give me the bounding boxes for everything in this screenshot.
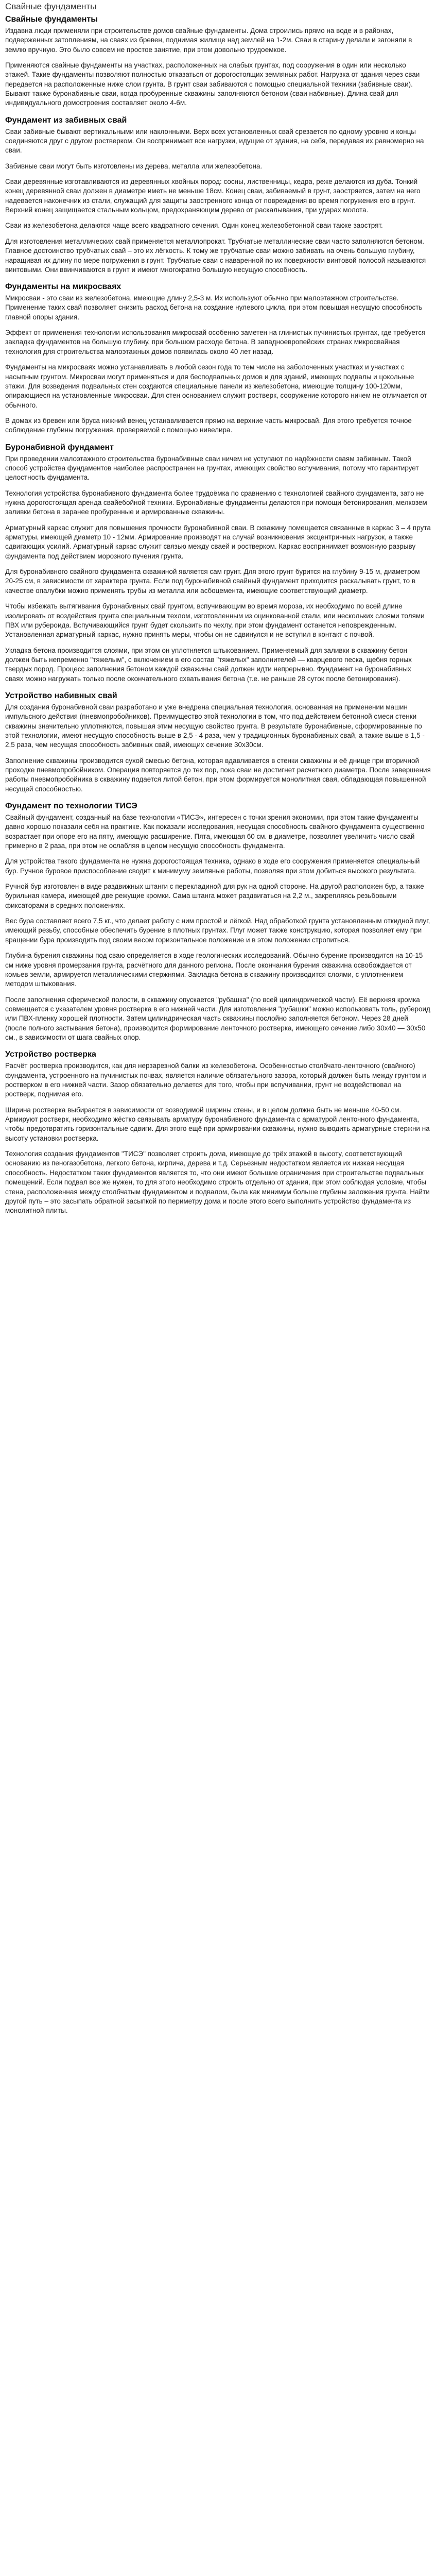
paragraph: Микросваи - это сваи из железобетона, имеющие длину 2,5-3 м. Их используют обычно при малоэтажном строительстве. Применение таких свай позволяет снизить расход бетона на создание нулевого цикла, при этом повышая несущую способность главной опоры здания. [5,294,423,321]
paragraph: Сваи деревянные изготавливаются из деревянных хвойных пород: сосны, лиственницы, кедра, реже делаются из дуба. Тонкий конец деревянной сваи должен в диаметре иметь не меньше 18см. Конец сваи, забиваемый в грунт, заостряется, затем на него надевается наконечник из стали, служащий для защиты заостренного конца от повреждения во время погружения его в грунт. Верхний конец защищается стальным кольцом, предохраняющим дерево от раскалывания, при ударах молота. [5,178,421,214]
paragraph: Эффект от применения технологии использования микросвай особенно заметен на глинистых пучинистых грунтах, где требуется закладка фундаментов на большую глубину, при большом расходе бетона. В западноевропейских странах микросвайная технология для строительства малоэтажных домов появилась около 40 лет назад. [5,329,426,355]
section-heading: Фундамент по технологии ТИСЭ [5,802,137,811]
paragraph: Чтобы избежать вытягивания буронабивных свай грунтом, вспучивающим во время мороза, их необходимо по всей длине изолировать от воздействия грунта специальным техлом, изготовленным из оцинкованной стали, или нескольких слоями толями ПВХ или рубероида. Вспучивающийся грунт будет скользить по чехлу, при этом фундамент останется неповрежденным. Установленная арматурный каркас, нужно принять меры, чтобы он не сдвинулся и не вступил в контакт с почвой. [5,602,425,639]
section-heading: Буронабивной фундамент [5,443,114,452]
paragraph: Свайный фундамент, созданный на базе технологии «ТИСЭ», интересен с точки зрения экономии, при этом такие фундаменты давно хорошо показали себя на практике. Как показали исследования, несущая способность свайного фундамента существенно возрастает при опоре его на пяту, имеющую расширение. Пята, имеющая 60 см. в диаметре, позволяет увеличить число свай примерно в 2 раза, при этом не ослабляя в целом несущую способность фундамента. [5,813,425,850]
paragraph: Для изготовления металлических свай применяется металлопрокат. Трубчатые металлические сваи часто заполняются бетоном. Главное достоинство трубчатых свай – это их лёгкость. К тому же трубчатые сваи можно забивать на очень большую глубину, наращивая их длину по мере погружения в грунт. Трубчатые сваи с наваренной по их поверхности винтовой полосой называются винтовыми. Они ввинчиваются в грунт и имеют многократно большую несущую способность. [5,237,426,274]
paragraph: Для устройства такого фундамента не нужна дорогостоящая техника, однако в ходе его сооружения применяется специальный бур. Ручное буровое приспособление сводит к минимуму земляные работы, позволяя при этом добиться высокого результата. [5,857,420,875]
paragraph: Сваи из железобетона делаются чаще всего квадратного сечения. Один конец железобетонной сваи также заострят. [5,222,383,230]
paragraph: Фундаменты на микросваях можно устанавливать в любой сезон года то тем числе на заболоченных участках и участках с насыпным грунтом. Микросваи могут применяться и для бесподвальных домов и для зданий, имеющих подвалы и цокольные этажи. Для возведения подвальных стен создаются специальные панели из железобетона, имеющие толщину 100-120мм, опирающиеся на установленные микросваи. Для стен основанием служит ростверк, сооружение которого ничем не отличается от обычного. [5,363,427,409]
article [5,0,431,1232]
paragraph: Для буронабивного свайного фундамента скважиной является сам грунт. Для этого грунт бурится на глубину 9-15 м, диаметром 20-25 см, в зависимости от характера грунта. Если под буронабивной свайный фундамент приходится раскалывать грунт, то в качестве опалубки можно применять трубы из металла или асбоцемента, имеющие соответствующий диаметр. [5,568,420,595]
paragraph: Применяются свайные фундаменты на участках, расположенных на слабых грунтах, под сооружения в один или несколько этажей. Такие фундаменты позволяют полностью отказаться от дорогостоящих земляных работ. Нагрузка от здания через сваи передается на расположенные ниже слои грунта. В грунт сваи забиваются с помощью специальной техники (забивные сваи). Бывают также буронабивные сваи, когда пробуренные скважины заполняются бетоном (сваи набивные). Длина свай для индивидуального домостроения составляет около 4-6м. [5,61,420,107]
paragraph: Сваи забивные бывают вертикальными или наклонными. Верх всех установленных свай срезается по одному уровню и концы соединяются друг с другом ростверком. Он воспринимает все нагрузки, идущие от здания, на себя, передавая их равномерно на сваи. [5,127,424,155]
paragraph: Издавна люди применяли при строительстве домов свайные фундаменты. Дома строились прямо на воде и в районах, подверженных затоплениям, на сваях из бревен, поднимая жилище над землей на 1-2м. Сваи в старину делали и загоняли в землю вручную. Это было совсем не простое занятие, при этом довольно трудоемкое. [5,26,412,54]
paragraph: Вес бура составляет всего 7,5 кг., что делает работу с ним простой и лёгкой. Над обработкой грунта установленным откидной плуг, имеющий резьбу, способные обеспечить бурение в плотных грунтах. Плуг может также конструкцию, которая позволяет ему при вращении бура производить под своим весом горизонтальное положение и в этом положении стропиться. [5,917,430,944]
section-heading: Фундамент из забивных свай [5,115,127,125]
paragraph: В домах из бревен или бруса нижний венец устанавливается прямо на верхние часть микросвай. Для этого требуется точное соблюдение глубины погружения, проверяемой с помощью нивелира. [5,416,412,434]
paragraph: Ширина ростверка выбирается в зависимости от возводимой ширины стены, и в целом должна быть не меньше 40-50 см. Армируют ростверк, необходимо жёстко связывать арматуру буронабивного фундамента с арматурой ленточного фундамента, чтобы предотвратить горизонтальные сдвиги. Для этого ещё при армировании скважины, нужно выводить арматурные стержни на высоту установки ростверка. [5,1106,430,1142]
paragraph: При проведении малоэтажного строительства буронабивные сваи ничем не уступают по надёжности сваям забивным. Такой способ устройства фундаментов наиболее распространен на грунтах, имеющих свойство вспучивания, потому что гарантирует целостность фундамента. [5,454,419,482]
section-heading: Свайные фундаменты [5,15,98,24]
paragraph: Укладка бетона производится слоями, при этом он уплотняется штыкованием. Применяемый для заливки в скважину бетон должен быть непременно "тяжелым", с включением в его состав "тяжелых" заполнителей — кварцевого песка, щебня горных твердых пород. Процесс заполнения бетоном каждой скважины свай должен идти непрерывно. Фундамент на буронабивных сваях можно нагружать только после окончательного схватывания бетона (т.е. не раньше 28 суток после бетонирования). [5,646,412,683]
paragraph: Расчёт ростверка производится, как для нерзарезной балки из железобетона. Особенностью столбчато-ленточного (свайного) фундамента, устроенного на пучинистых почвах, является наличие обязательного зазора, который должен быть между грунтом и ростверком в его нижней части. Зазор обязательно делается для того, чтобы при вспучивании, грунт не воздействовал на ростверк, поднимая его. [5,1062,426,1098]
paragraph: Ручной бур изготовлен в виде раздвижных штанги с перекладиной для рук на одной стороне. На другой расположен бур, а также бурильная камера, имеющей две режущие кромки. Сама штанга может раздвигаться на 2,2 м., закрепляясь резьбовыми фиксаторами в средних положениях. [5,883,424,909]
section-heading: Устройство ростверка [5,1050,96,1059]
paragraph: Глубина бурения скважины под сваю определяется в ходе геологических исследований. Обычно бурение производится на 10-15 см ниже уровня промерзания грунта, расчётного для данного региона. После окончания бурения скважина освобождается от комьев земли, армируется металлическими стержнями. Закладка бетона в скважину производится слоями, с уплотнением методом штыкования. [5,952,423,988]
page-title: Свайные фундаменты [5,2,97,11]
section-heading: Фундаменты на микросваях [5,282,121,292]
paragraph: Технология устройства буронабивного фундамента более трудоёмка по сравнению с технологией свайного фундамента, зато не нужна дорогостоящая аренда свайебойной техники. Буронабивные фундаменты делаются при помощи бетонирования, мелкозем заливки бетона в заранее пробуренные и армированные скважины. [5,489,427,516]
paragraph: После заполнения сферической полости, в скважину опускается "рубашка" (по всей цилиндрической части). Её верхняя кромка совмещается с указателем уровня ростверка в его нижней части. Для изготовления "рубашки" можно использовать толь, рубероид или ПВХ-пленку хорошей плотности. Затем цилиндрическая часть скважины послойно заполняется бетоном. Через 28 дней (после полного застывания бетона), производится формирование ленточного ростверка, имеющего сечение либо 30х40 — 30х50 см., в зависимости от шага свайных опор. [5,995,430,1042]
section-heading: Устройство набивных свай [5,691,117,701]
paragraph: Технология создания фундаментов "ТИСЭ" позволяет строить дома, имеющие до трёх этажей в высоту, соответствующий основанию из пеногазобетона, легкого бетона, кирпича, дерева и т.д. Серьезным недостатком является их низкая несущая способность. Недостатком таких фундаментов является то, что они имеют большие ограничения при строительстве подвальных помещений. Если подвал все же нужен, то для этого необходимо строить отдельно от здания, при этом соблюдая условие, чтобы стена, расположенная между столбчатым фундаментом и подвалом, была как минимум больше глубины заложения грунта. Найти другой путь – это засыпать обратной засыпкой по периметру дома и после этого всего выполнить устройство фундамента из монолитной плиты. [5,1150,430,1215]
paragraph: Заполнение скважины производится сухой смесью бетона, которая вдавливается в стенки скважины и её днище при вторичной проходке пневмопробойником. Операция повторяется до тех пор, пока сваи не достигнет расчетного диаметра. После завершения работы пневмопробойника в скважину подается литой бетон, при этом формируется монолитная свая, обладающая повышенной несущей способностью. [5,756,431,793]
paragraph: Для создания буронабивной сваи разработано и уже внедрена специальная технология, основанная на применении машин импульсного действия (пневмопробойников). Преимущество этой технологии в том, что под действием бетонной смеси стенки скважины значительно уплотняются, повышая этим несущую свойство грунта. В результате буронабивные, сформированные по этой технологии, имеют несущую способность выше в 2,5 - 4 раза, чем у традиционных буронабивных свай, а также выше в 1,5 - 2,5 раза, чем несущая способность забивных свай, имеющих сечение 30х30см. [5,703,425,749]
paragraph: Арматурный каркас служит для повышения прочности буронабивной сваи. В скважину помещается связанные в каркас 3 – 4 прута арматуры, имеющей диаметр 10 - 12мм. Армирование производят на случай возникновения эксцентричных нагрузок, а также сдвигающих усилий. Арматурный каркас служит связью между сваей и ростверком. Каркас воспринимает возможную разрыву фундамента под действием морозного пучения грунта. [5,523,431,560]
paragraph: Забивные сваи могут быть изготовлены из дерева, металла или железобетона. [5,162,263,170]
